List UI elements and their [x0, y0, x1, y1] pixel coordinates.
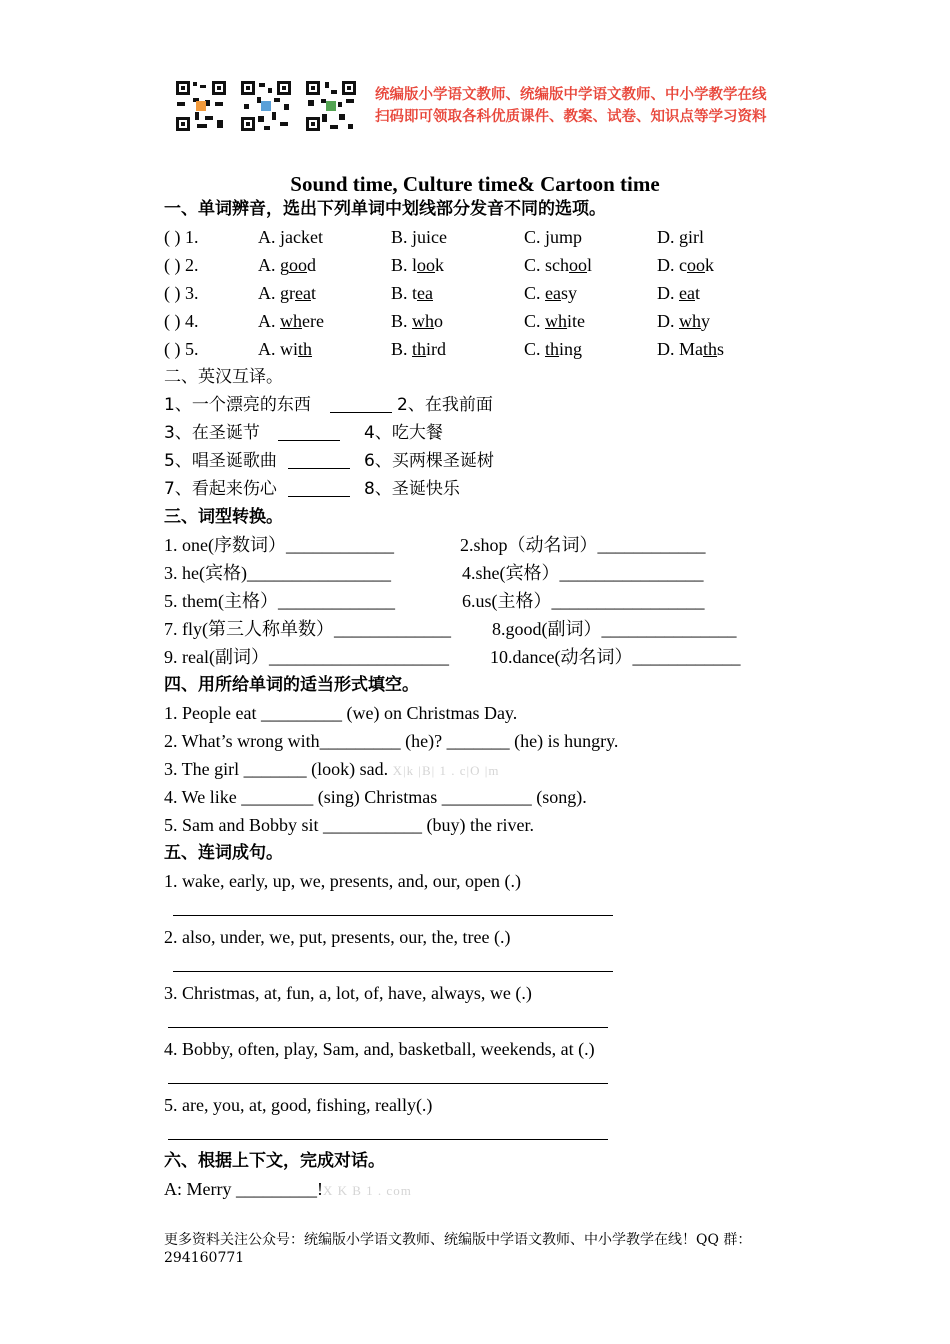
option-a: A. great: [258, 283, 316, 303]
translation-item: 1、一个漂亮的东西: [164, 395, 311, 415]
word-form-row: [164, 587, 784, 615]
translation-item: 4、吃大餐: [364, 423, 443, 443]
answer-blank[interactable]: [278, 440, 340, 441]
fill-in-sentence: 4. We like ________ (sing) Christmas __________ (song).: [164, 787, 587, 807]
word-form-item: 1. one(序数词）____________: [164, 535, 394, 555]
answer-line[interactable]: [168, 1083, 608, 1084]
translation-row: [164, 391, 764, 419]
word-form-item: 2.shop（动名词）____________: [460, 535, 706, 555]
word-form-row: [164, 643, 784, 671]
translation-item: 3、在圣诞节: [164, 423, 260, 443]
translation-row: [164, 447, 764, 475]
qr-code-icon: [240, 80, 292, 132]
option-b: B. third: [391, 339, 447, 359]
section-1-heading: 一、单词辨音，选出下列单词中划线部分发音不同的选项。: [164, 199, 606, 219]
answer-line[interactable]: [168, 1027, 608, 1028]
option-d: D. Maths: [657, 339, 725, 359]
scrambled-words: 5. are, you, at, good, fishing, really(.): [164, 1095, 433, 1115]
word-form-item: 3. he(宾格)________________: [164, 563, 391, 583]
option-a: A. with: [258, 339, 313, 359]
word-form-row: [164, 531, 784, 559]
option-a: A. jacket: [258, 227, 323, 247]
word-form-item: 10.dance(动名词）____________: [490, 647, 741, 667]
option-a: A. where: [258, 311, 324, 331]
option-b: B. look: [391, 255, 445, 275]
qr-code-icon: [305, 80, 357, 132]
footer: 更多资料关注公众号：统编版小学语文教师、统编版中学语文教师、中小学教学在线！QQ 群：294160771: [164, 1232, 752, 1266]
watermark: X K B 1 . com: [322, 1183, 412, 1198]
question-row: [164, 307, 784, 335]
scrambled-words: 3. Christmas, at, fun, a, lot, of, have, always, we (.): [164, 983, 532, 1003]
banner-line-2: 扫码即可领取各科优质课件、教案、试卷、知识点等学习资料: [375, 109, 767, 125]
scrambled-words: 1. wake, early, up, we, presents, and, our, open (.): [164, 871, 521, 891]
question-row: [164, 335, 784, 363]
answer-blank[interactable]: [288, 496, 350, 497]
word-form-row: [164, 559, 784, 587]
question-row: [164, 251, 784, 279]
translation-row: [164, 419, 764, 447]
scrambled-words: 4. Bobby, often, play, Sam, and, basketball, weekends, at (.): [164, 1039, 595, 1059]
section-4-heading: 四、用所给单词的适当形式填空。: [164, 675, 419, 695]
banner-text: [375, 84, 795, 128]
answer-line[interactable]: [173, 915, 613, 916]
option-b: B. juice: [391, 227, 448, 247]
translation-item: 2、在我前面: [397, 395, 493, 415]
word-form-row: [164, 615, 784, 643]
translation-row: [164, 475, 764, 503]
translation-item: 5、唱圣诞歌曲: [164, 451, 277, 471]
word-form-item: 5. them(主格）_____________: [164, 591, 395, 611]
section-3-heading: 三、词型转换。: [164, 507, 283, 527]
option-c: C. white: [524, 311, 586, 331]
word-form-item: 8.good(副词）_______________: [492, 619, 737, 639]
watermark: X|k |B| 1 . c|O |m: [392, 763, 500, 778]
option-b: B. tea: [391, 283, 433, 303]
section-5-heading: 五、连词成句。: [164, 843, 283, 863]
fill-in-sentence: 1. People eat _________ (we) on Christmas Day.: [164, 703, 518, 723]
question-row: [164, 279, 784, 307]
option-b: B. who: [391, 311, 444, 331]
scrambled-words: 2. also, under, we, put, presents, our, the, tree (.): [164, 927, 511, 947]
question-number: ( ) 4.: [164, 311, 199, 331]
question-number: ( ) 2.: [164, 255, 199, 275]
dialogue-line: A: Merry _________!X K B 1 . com: [164, 1179, 412, 1199]
option-d: D. eat: [657, 283, 700, 303]
section-6-heading: 六、根据上下文，完成对话。: [164, 1151, 385, 1171]
fill-in-sentence: 5. Sam and Bobby sit ___________ (buy) the river.: [164, 815, 534, 835]
fill-in-sentence: 2. What’s wrong with_________ (he)? _______ (he) is hungry.: [164, 731, 619, 751]
option-c: C. school: [524, 255, 593, 275]
option-a: A. good: [258, 255, 316, 275]
word-form-item: 7. fly(第三人称单数）_____________: [164, 619, 451, 639]
answer-line[interactable]: [173, 971, 613, 972]
option-c: C. easy: [524, 283, 578, 303]
question-number: ( ) 3.: [164, 283, 199, 303]
section-2-heading: 二、英汉互译。: [164, 367, 283, 387]
page-title: Sound time, Culture time& Cartoon time: [290, 172, 660, 196]
fill-in-sentence: 3. The girl _______ (look) sad. X|k |B| 1 . c|O |m: [164, 759, 500, 779]
question-number: ( ) 5.: [164, 339, 199, 359]
option-d: D. why: [657, 311, 710, 331]
answer-blank[interactable]: [288, 468, 350, 469]
option-c: C. thing: [524, 339, 583, 359]
word-form-item: 6.us(主格）_________________: [462, 591, 705, 611]
option-d: D. girl: [657, 227, 704, 247]
translation-item: 6、买两棵圣诞树: [364, 451, 494, 471]
banner-line-1: 统编版小学语文教师、统编版中学语文教师、中小学教学在线: [375, 87, 767, 103]
answer-blank[interactable]: [330, 412, 392, 413]
translation-item: 7、看起来伤心: [164, 479, 277, 499]
qr-code-icon: [175, 80, 227, 132]
word-form-item: 4.she(宾格）________________: [462, 563, 704, 583]
question-number: ( ) 1.: [164, 227, 199, 247]
option-c: C. jump: [524, 227, 583, 247]
question-row: [164, 223, 784, 251]
option-d: D. cook: [657, 255, 714, 275]
answer-line[interactable]: [168, 1139, 608, 1140]
translation-item: 8、圣诞快乐: [364, 479, 460, 499]
word-form-item: 9. real(副词）____________________: [164, 647, 449, 667]
